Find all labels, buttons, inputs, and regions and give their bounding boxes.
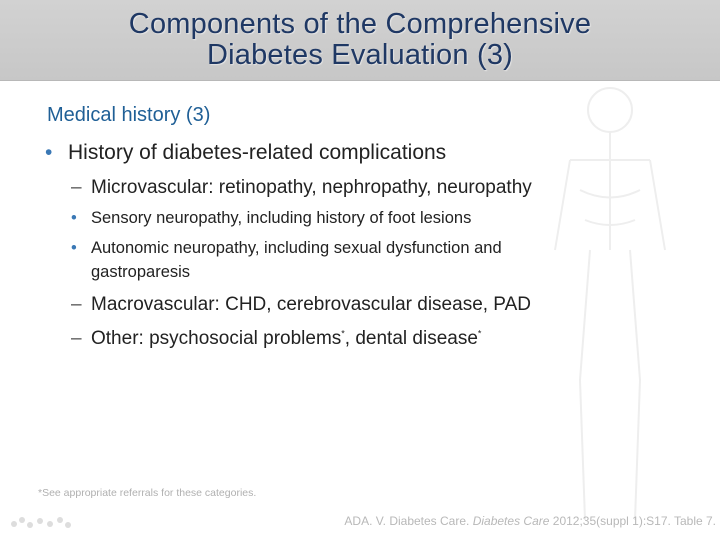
footnote: *See appropriate referrals for these categories. bbox=[38, 487, 257, 499]
footnote-asterisk: * bbox=[341, 328, 345, 339]
slide-title-line-1: Components of the Comprehensive bbox=[128, 8, 592, 40]
slide-title-line-2: Diabetes Evaluation (3) bbox=[206, 39, 514, 71]
bullet-text: Microvascular: retinopathy, nephropathy, neuropathy bbox=[91, 177, 532, 198]
footnote-asterisk: * bbox=[477, 328, 482, 339]
section-subtitle: Medical history (3) bbox=[47, 104, 211, 126]
bullet-text: Sensory neuropathy, including history of foot lesions bbox=[91, 209, 472, 227]
logo-watermark bbox=[6, 512, 76, 534]
title-bar bbox=[0, 0, 720, 81]
bullet-marker: • bbox=[45, 141, 53, 164]
bullet-marker: • bbox=[71, 239, 77, 257]
citation-prefix: ADA. V. Diabetes Care. bbox=[344, 514, 470, 528]
citation-suffix: 2012;35(suppl 1):S17. Table 7. bbox=[552, 514, 716, 528]
dash-marker: – bbox=[71, 328, 82, 349]
slide-title bbox=[0, 9, 720, 71]
other-middle: , dental disease bbox=[344, 328, 478, 349]
other-prefix: Other: psychosocial problems bbox=[91, 328, 342, 349]
bullet-text: Autonomic neuropathy, including sexual dysfunction and bbox=[91, 239, 502, 257]
bullet-text bbox=[91, 328, 481, 350]
citation bbox=[344, 514, 716, 528]
bullet-text: History of diabetes-related complications bbox=[68, 141, 447, 164]
bullet-text: gastroparesis bbox=[91, 263, 191, 281]
bullet-marker: • bbox=[71, 209, 77, 227]
bullet-text: Macrovascular: CHD, cerebrovascular disease, PAD bbox=[91, 294, 531, 315]
dash-marker: – bbox=[71, 177, 82, 198]
dash-marker: – bbox=[71, 294, 82, 315]
citation-journal: Diabetes Care bbox=[472, 514, 550, 528]
